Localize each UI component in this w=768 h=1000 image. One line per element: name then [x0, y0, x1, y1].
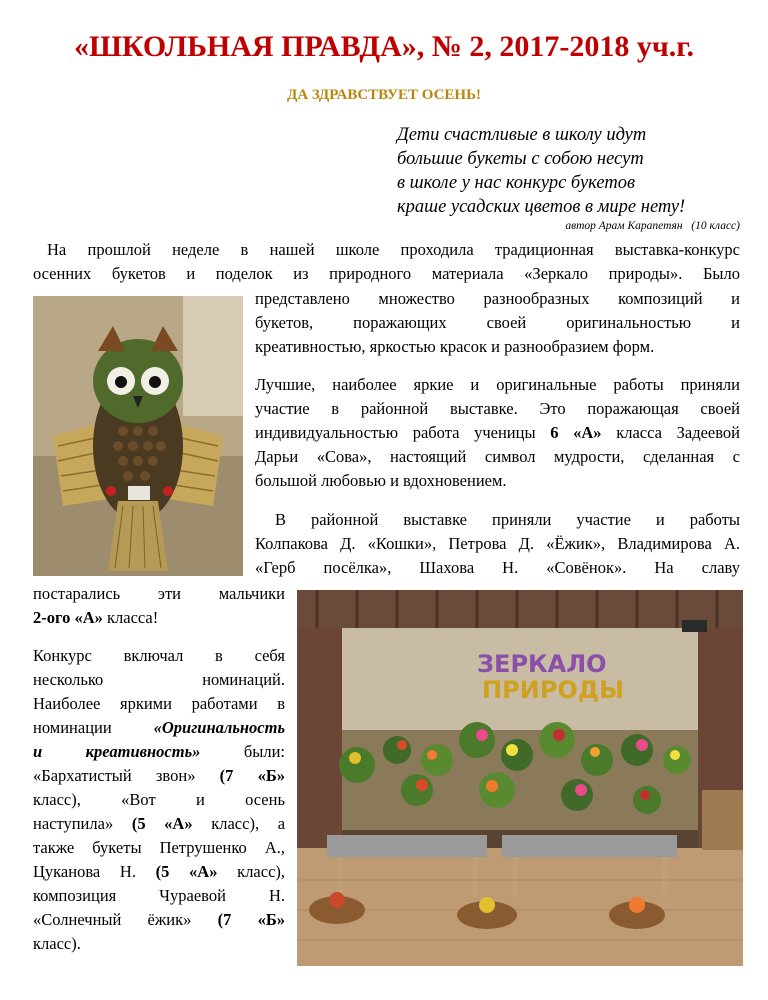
- paragraph-2: [255, 373, 740, 493]
- banner-row-1: ЗЕРКАЛО: [477, 650, 607, 678]
- text-line: осенних букетов и поделок из природного материала «Зеркало природы». Было: [33, 264, 740, 283]
- banner-row-2: ПРИРОДЫ: [482, 676, 624, 704]
- text-line: Лучшие, наиболее яркие и оригинальные работы приняли: [255, 375, 740, 394]
- text-line: «Герб посёлка», Шахова Н. «Совёнок». На славу: [255, 558, 740, 577]
- text-line: класс).: [33, 934, 81, 953]
- paragraph-3-cont: [33, 582, 285, 630]
- poem-line: в школе у нас конкурс букетов: [397, 173, 635, 193]
- text-line: представлено множество разнообразных композиций и: [255, 289, 740, 308]
- article-headline: ДА ЗДРАВСТВУЕТ ОСЕНЬ!: [287, 87, 481, 103]
- nomination-title: и креативность»: [33, 742, 201, 761]
- exhibition-hall-photo: [297, 590, 743, 966]
- paragraph-1: [33, 238, 740, 286]
- text-line: На прошлой неделе в нашей школе проходила традиционная выставка-конкурс: [47, 240, 740, 259]
- poem-line: Дети счастливые в школу идут: [397, 125, 647, 145]
- poem-line: краше усадских цветов в мире нету!: [397, 197, 686, 217]
- text-line: класс), «Вот и осень: [33, 790, 285, 809]
- class-highlight: 2-ого «А»: [33, 608, 103, 627]
- owl-craft-photo: [33, 296, 243, 576]
- text-line: «Солнечный ёжик» (7 «Б»: [33, 910, 285, 929]
- text-line: 2-ого «А» класса!: [33, 608, 159, 627]
- text-line: «Бархатистый звон» (7 «Б»: [33, 766, 286, 785]
- text-line: номинации «Оригинальность: [33, 718, 285, 737]
- nomination-title: «Оригинальность: [153, 718, 285, 737]
- text-line: несколько номинаций.: [33, 670, 285, 689]
- text-line: Цуканова Н. (5 «А» класс),: [33, 862, 286, 881]
- text-line: креативностью, яркостью красок и разнообразием форм.: [255, 337, 655, 356]
- poem-author: [420, 220, 740, 232]
- text-line: Конкурс включал в себя: [33, 646, 285, 665]
- text-line: Наиболее яркими работами в: [33, 694, 285, 713]
- text-line: участие в районной выставке. Это поражающая своей: [255, 399, 740, 418]
- text-line: В районной выставке приняли участие и работы: [275, 510, 740, 529]
- text-line: Дарьи «Сова», настоящий символ мудрости, сделанная с: [255, 447, 740, 466]
- paragraph-1-cont: [255, 287, 740, 359]
- text-line: индивидуальностью работа ученицы 6 «А» класса Задеевой: [255, 423, 741, 442]
- text-line: Колпакова Д. «Кошки», Петрова Д. «Ёжик», Владимирова А.: [255, 534, 740, 553]
- newspaper-title: «ШКОЛЬНАЯ ПРАВДА», № 2, 2017-2018 уч.г.: [73, 30, 695, 63]
- poem: [397, 123, 757, 219]
- text-line: наступила» (5 «А» класс), а: [33, 814, 286, 833]
- text-line: букетов, поражающих своей оригинальностью и: [255, 313, 740, 332]
- text-line: большой любовью и вдохновением.: [255, 471, 507, 490]
- text-line: и креативность» были:: [33, 742, 285, 761]
- paragraph-4: [33, 644, 285, 956]
- poem-author-name: автор Арам Карапетян: [565, 220, 683, 232]
- poem-line: большие букеты с собою несут: [397, 149, 644, 169]
- text-line: также букеты Петрушенко А.,: [33, 838, 285, 857]
- text-line: постарались эти мальчики: [33, 584, 285, 603]
- poem-author-class: (10 класс): [691, 220, 740, 232]
- text-line: композиция Чураевой Н.: [33, 886, 285, 905]
- paragraph-3: [255, 508, 740, 580]
- class-highlight: 6 «А»: [550, 423, 602, 442]
